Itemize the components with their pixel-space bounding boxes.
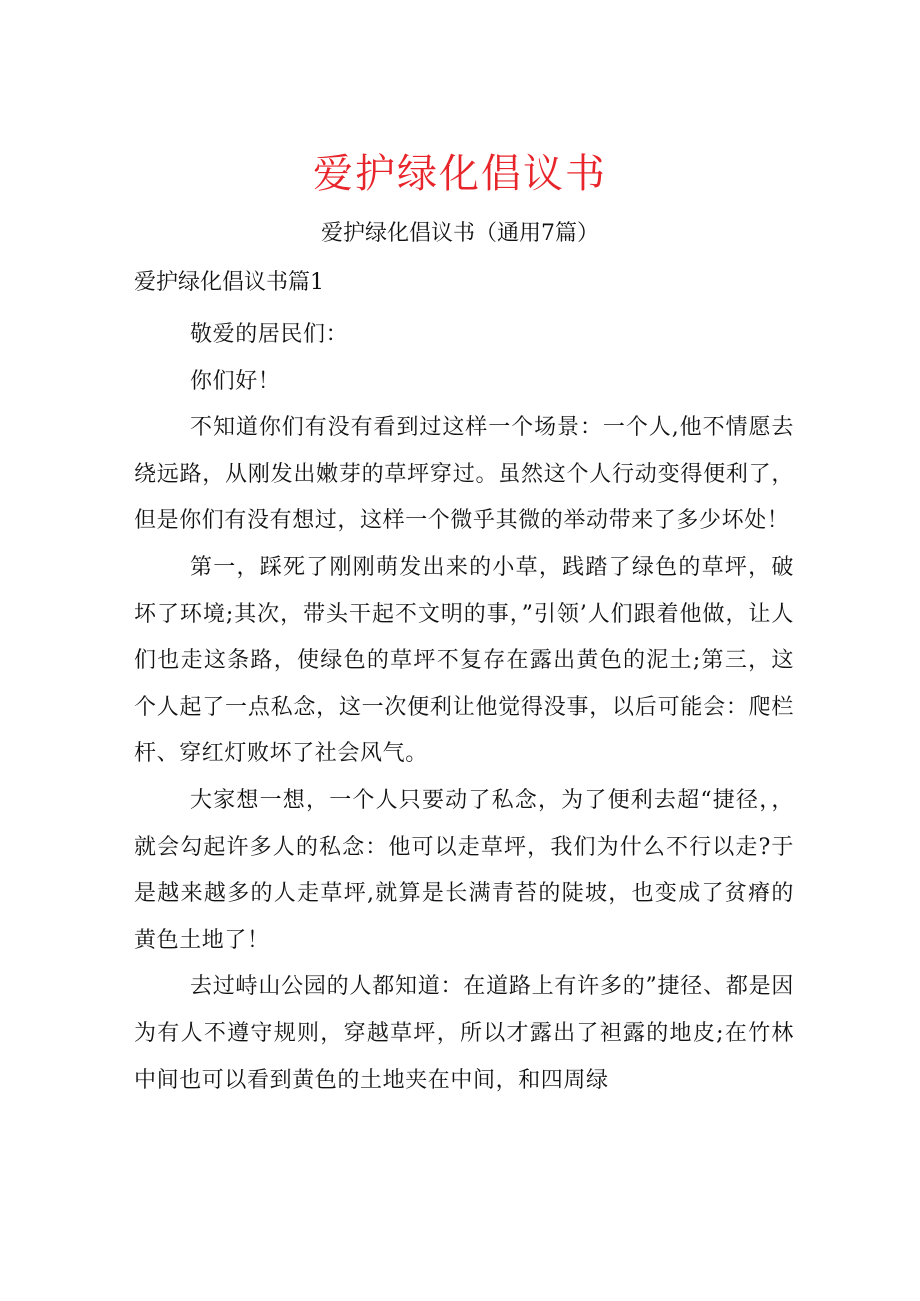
greeting: 你们好！: [190, 368, 281, 394]
section-heading: 爱护绿化倡议书篇1: [134, 270, 324, 295]
document-title: 爱护绿化倡议书: [313, 151, 607, 197]
document-subtitle: 爱护绿化倡议书（通用7篇）: [321, 221, 599, 246]
paragraph-park: 去过峙山公园的人都知道：在道路上有许多的”捷径、都是因为有人不遵守规则，穿越草坪，所以才露出了袒露的地皮;在竹林中间也可以看到黄色的土地夹在中间，和四周绿: [134, 974, 794, 1093]
paragraph-harms: 第一，踩死了刚刚萌发出来的小草，践踏了绿色的草坪，破坏了环境;其次，带头干起不文明的事，”引领’人们跟着他做，让人们也走这条路，使绿色的草坪不复存在露出黄色的泥土;第三，这个人起了一点私念，这一次便利让他觉得没事，以后可能会：爬栏杆、穿红灯败坏了社会风气。: [134, 554, 794, 767]
document-body: [134, 312, 794, 1104]
paragraph-scene: 不知道你们有没有看到过这样一个场景：一个人,他不情愿去绕远路，从刚发出嫩芽的草坪穿过。虽然这个人行动变得便利了，但是你们有没有想过，这样一个微乎其微的举动带来了多少坏处！: [134, 415, 794, 534]
salutation: 敬爱的居民们：: [190, 322, 349, 347]
paragraph-reflection: 大家想一想，一个人只要动了私念，为了便利去超“捷径，，就会勾起许多人的私念：他可以走草坪，我们为什么不行以走?于是越来越多的人走草坪,就算是长满青苔的陡坡，也变成了贫瘠的黄色土地了！: [134, 787, 794, 953]
